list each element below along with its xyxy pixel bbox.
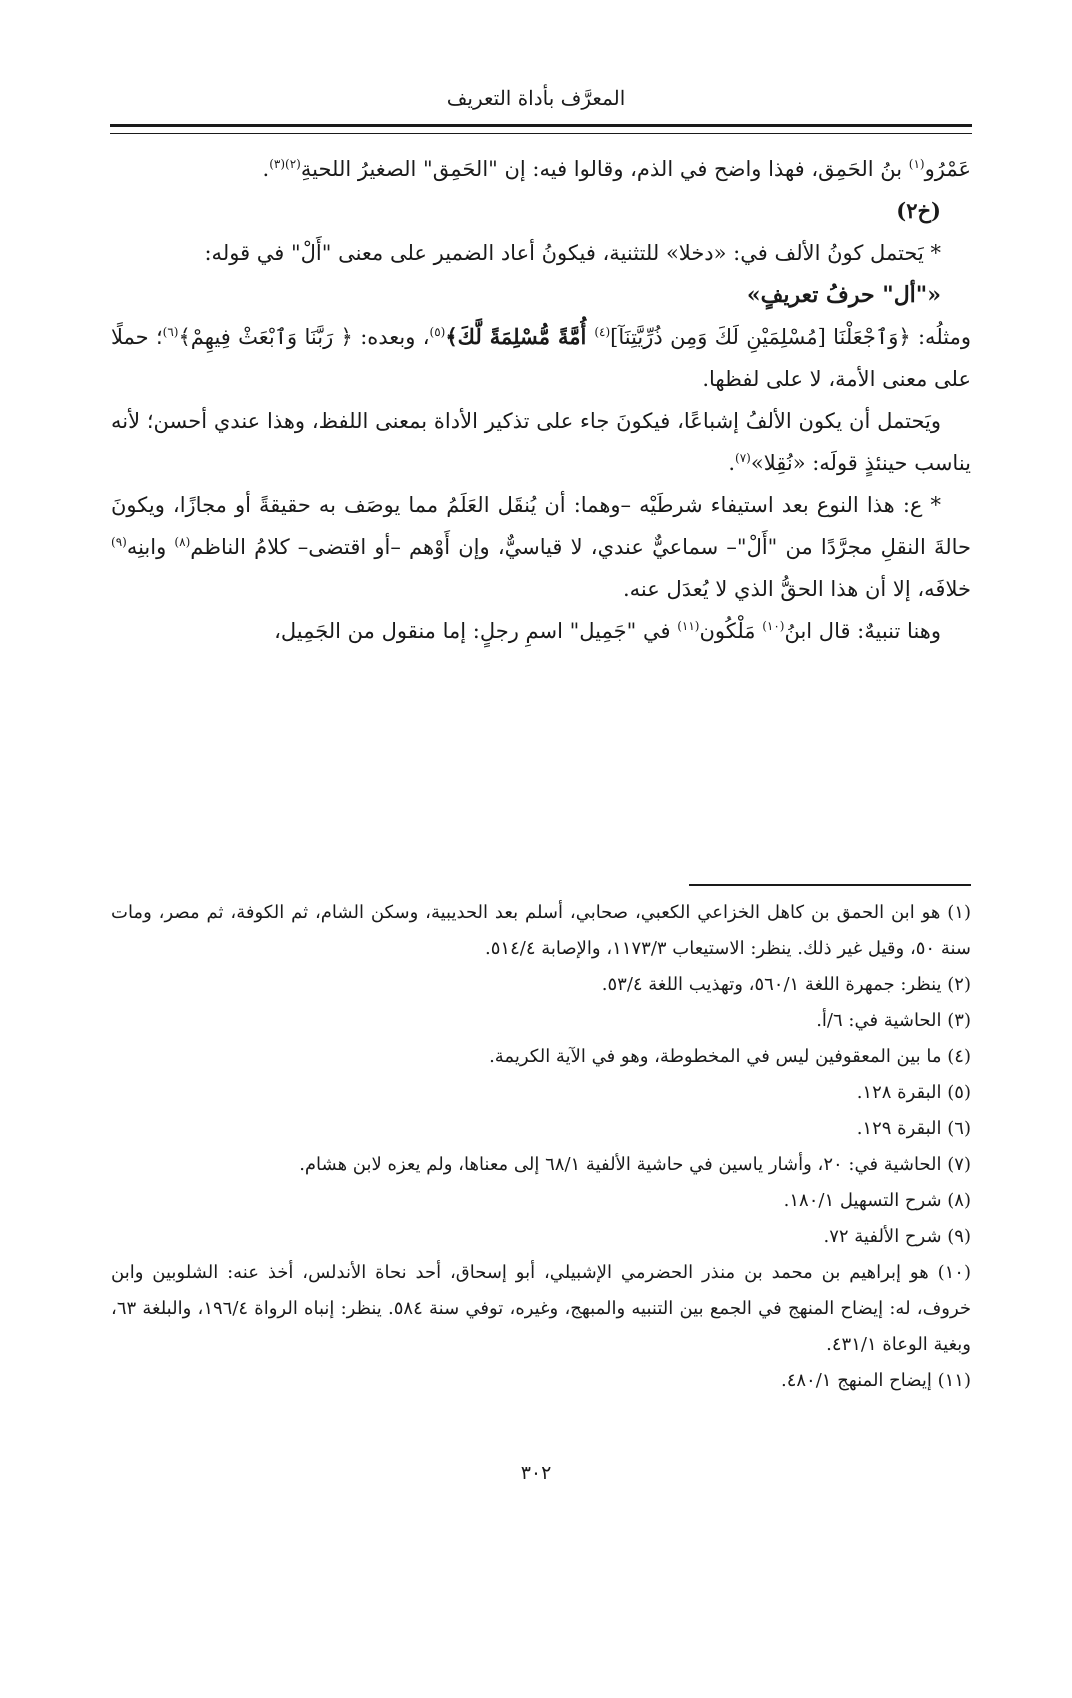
running-header: المعرَّف بأداة التعريف: [446, 86, 626, 110]
manuscript-marker: (خ٢): [896, 198, 941, 223]
footnote-ref: (١٠): [762, 619, 785, 633]
text-span: ويَحتمل أن يكون الألفُ إشباعًا، فيكونَ جاء على تذكير الأداة بمعنى اللفظ، وهذا عندي أحسن؛ لأنه يناسب حينئذٍ قولَه: «نُقِلا»: [111, 409, 971, 475]
footnote: (٤) ما بين المعقوفين ليس في المخطوطة، وهو في الآية الكريمة.: [489, 1046, 971, 1067]
footnote: (٩) شرح الألفية ٧٢.: [823, 1226, 971, 1247]
footnote: (٧) الحاشية في: ٢٠، وأشار ياسين في حاشية الألفية ٦٨/١ إلى معناها، ولم يعزه لابن هشام.: [299, 1154, 971, 1175]
quoted-verse: «"أل" حرفُ تعريفٍ»: [746, 282, 941, 308]
header-rule-thin: [110, 133, 972, 134]
footnote-separator: [689, 884, 971, 886]
footnote: (١) هو ابن الحمق بن كاهل الخزاعي الكعبي، صحابي، أسلم بعد الحديبية، وسكن الشام، ثم الكوفة، ثم مصر، ومات سنة ٥٠، وقيل غير ذلك. ينظر: الاستيعاب ١١٧٣/٣، والإصابة ٥١٤/٤.: [111, 902, 971, 959]
footnote: (١١) إيضاح المنهج ٤٨٠/١.: [780, 1370, 971, 1391]
text-span: وابنِه: [126, 535, 175, 559]
paragraph-2: * يَحتمل كونُ الألف في: «دخلا» للتثنية، فيكونُ أعاد الضمير على معنى "أَلْ" في قوله:: [204, 241, 941, 265]
paragraph-3: [111, 316, 971, 400]
text-span: في "جَمِيل" اسمِ رجلٍ: إما منقول من الجَمِيل،: [274, 619, 678, 643]
paragraph-5: [111, 484, 971, 610]
footnote: (٥) البقرة ١٢٨.: [856, 1082, 971, 1103]
footnote: (٦) البقرة ١٢٩.: [856, 1118, 971, 1139]
footnote-ref: (٨): [174, 535, 191, 549]
footnote-ref: (٦): [162, 325, 179, 339]
footnote-ref: (٧): [735, 451, 751, 465]
text-span: مَلْكُون: [699, 619, 763, 643]
text-span: بنُ الحَمِق، فهذا واضح في الذم، وقالوا فيه: إن "الحَمِق" الصغيرُ اللحيةِ: [300, 157, 909, 181]
page-number: ٣٠٢: [520, 1462, 552, 1484]
text-span: وهنا تنبيهٌ: قال ابنُ: [784, 619, 941, 643]
footnote: (٢) ينظر: جمهرة اللغة ٥٦٠/١، وتهذيب اللغة ٥٣/٤.: [601, 974, 971, 995]
footnote-ref: (٢)(٣): [269, 157, 301, 171]
main-text: [111, 148, 971, 652]
text-span: * ع: هذا النوع بعد استيفاء شرطَيْه –وهما: أن يُنقَل العَلَمُ مما يوصَف به حقيقةً أو مجازًا، ويكونَ حالةَ النقلِ مجرَّدًا من "أَلْ"– سماعيٌّ عندي، لا قياسيٌّ، وإن أَوْهم –أو اقتضى– كلامُ الناظم: [111, 493, 971, 559]
text-span: .: [728, 451, 736, 475]
text-span: ؛ حملًا على معنى الأمة، لا على لفظها.: [111, 325, 971, 391]
text-span: .: [262, 157, 270, 181]
footnote: (٨) شرح التسهيل ١٨٠/١.: [783, 1190, 971, 1211]
paragraph-1: [111, 148, 971, 190]
footnote: (١٠) هو إبراهيم بن محمد بن منذر الحضرمي الإشبيلي، أبو إسحاق، أحد نحاة الأندلس، أخذ عنه: الشلوبين وابن خروف، له: إيضاح المنهج في الجمع بين التنبيه والمبهج، وغيره، توفي سنة ٥٨٤. ينظر: إنباه الرواة ١٩٦/٤، والبلغة ٦٣، وبغية الوعاة ٤٣١/١.: [111, 1262, 972, 1355]
footnotes: [111, 895, 971, 1399]
footnote-ref: (٤): [594, 325, 611, 339]
footnote-ref: (١): [908, 157, 925, 171]
text-span: عَمْرُو: [924, 157, 971, 181]
text-span: ، وبعده: ﴿ رَبَّنَا وَٱبْعَثْ فِيهِمْ﴾: [178, 325, 430, 349]
text-span: خلافَه، إلا أن هذا الحقُّ الذي لا يُعدَل عنه.: [622, 577, 971, 601]
paragraph-6: [111, 610, 971, 652]
footnote: (٣) الحاشية في: ٦/أ.: [816, 1010, 971, 1031]
footnote-ref: (٩): [111, 535, 127, 549]
paragraph-4: [111, 400, 971, 484]
text-span: ومثلُه: ﴿وَٱجْعَلْنَا [مُسْلِمَيْنِ لَكَ وَمِن ذُرِّيَّتِنَآ]: [610, 325, 971, 349]
quran-text: أُمَّةً مُّسْلِمَةً لَّكَ﴾: [445, 324, 595, 349]
footnote-ref: (٥): [429, 325, 446, 339]
footnote-ref: (١١): [677, 619, 700, 633]
header-rule-thick: [110, 124, 972, 127]
